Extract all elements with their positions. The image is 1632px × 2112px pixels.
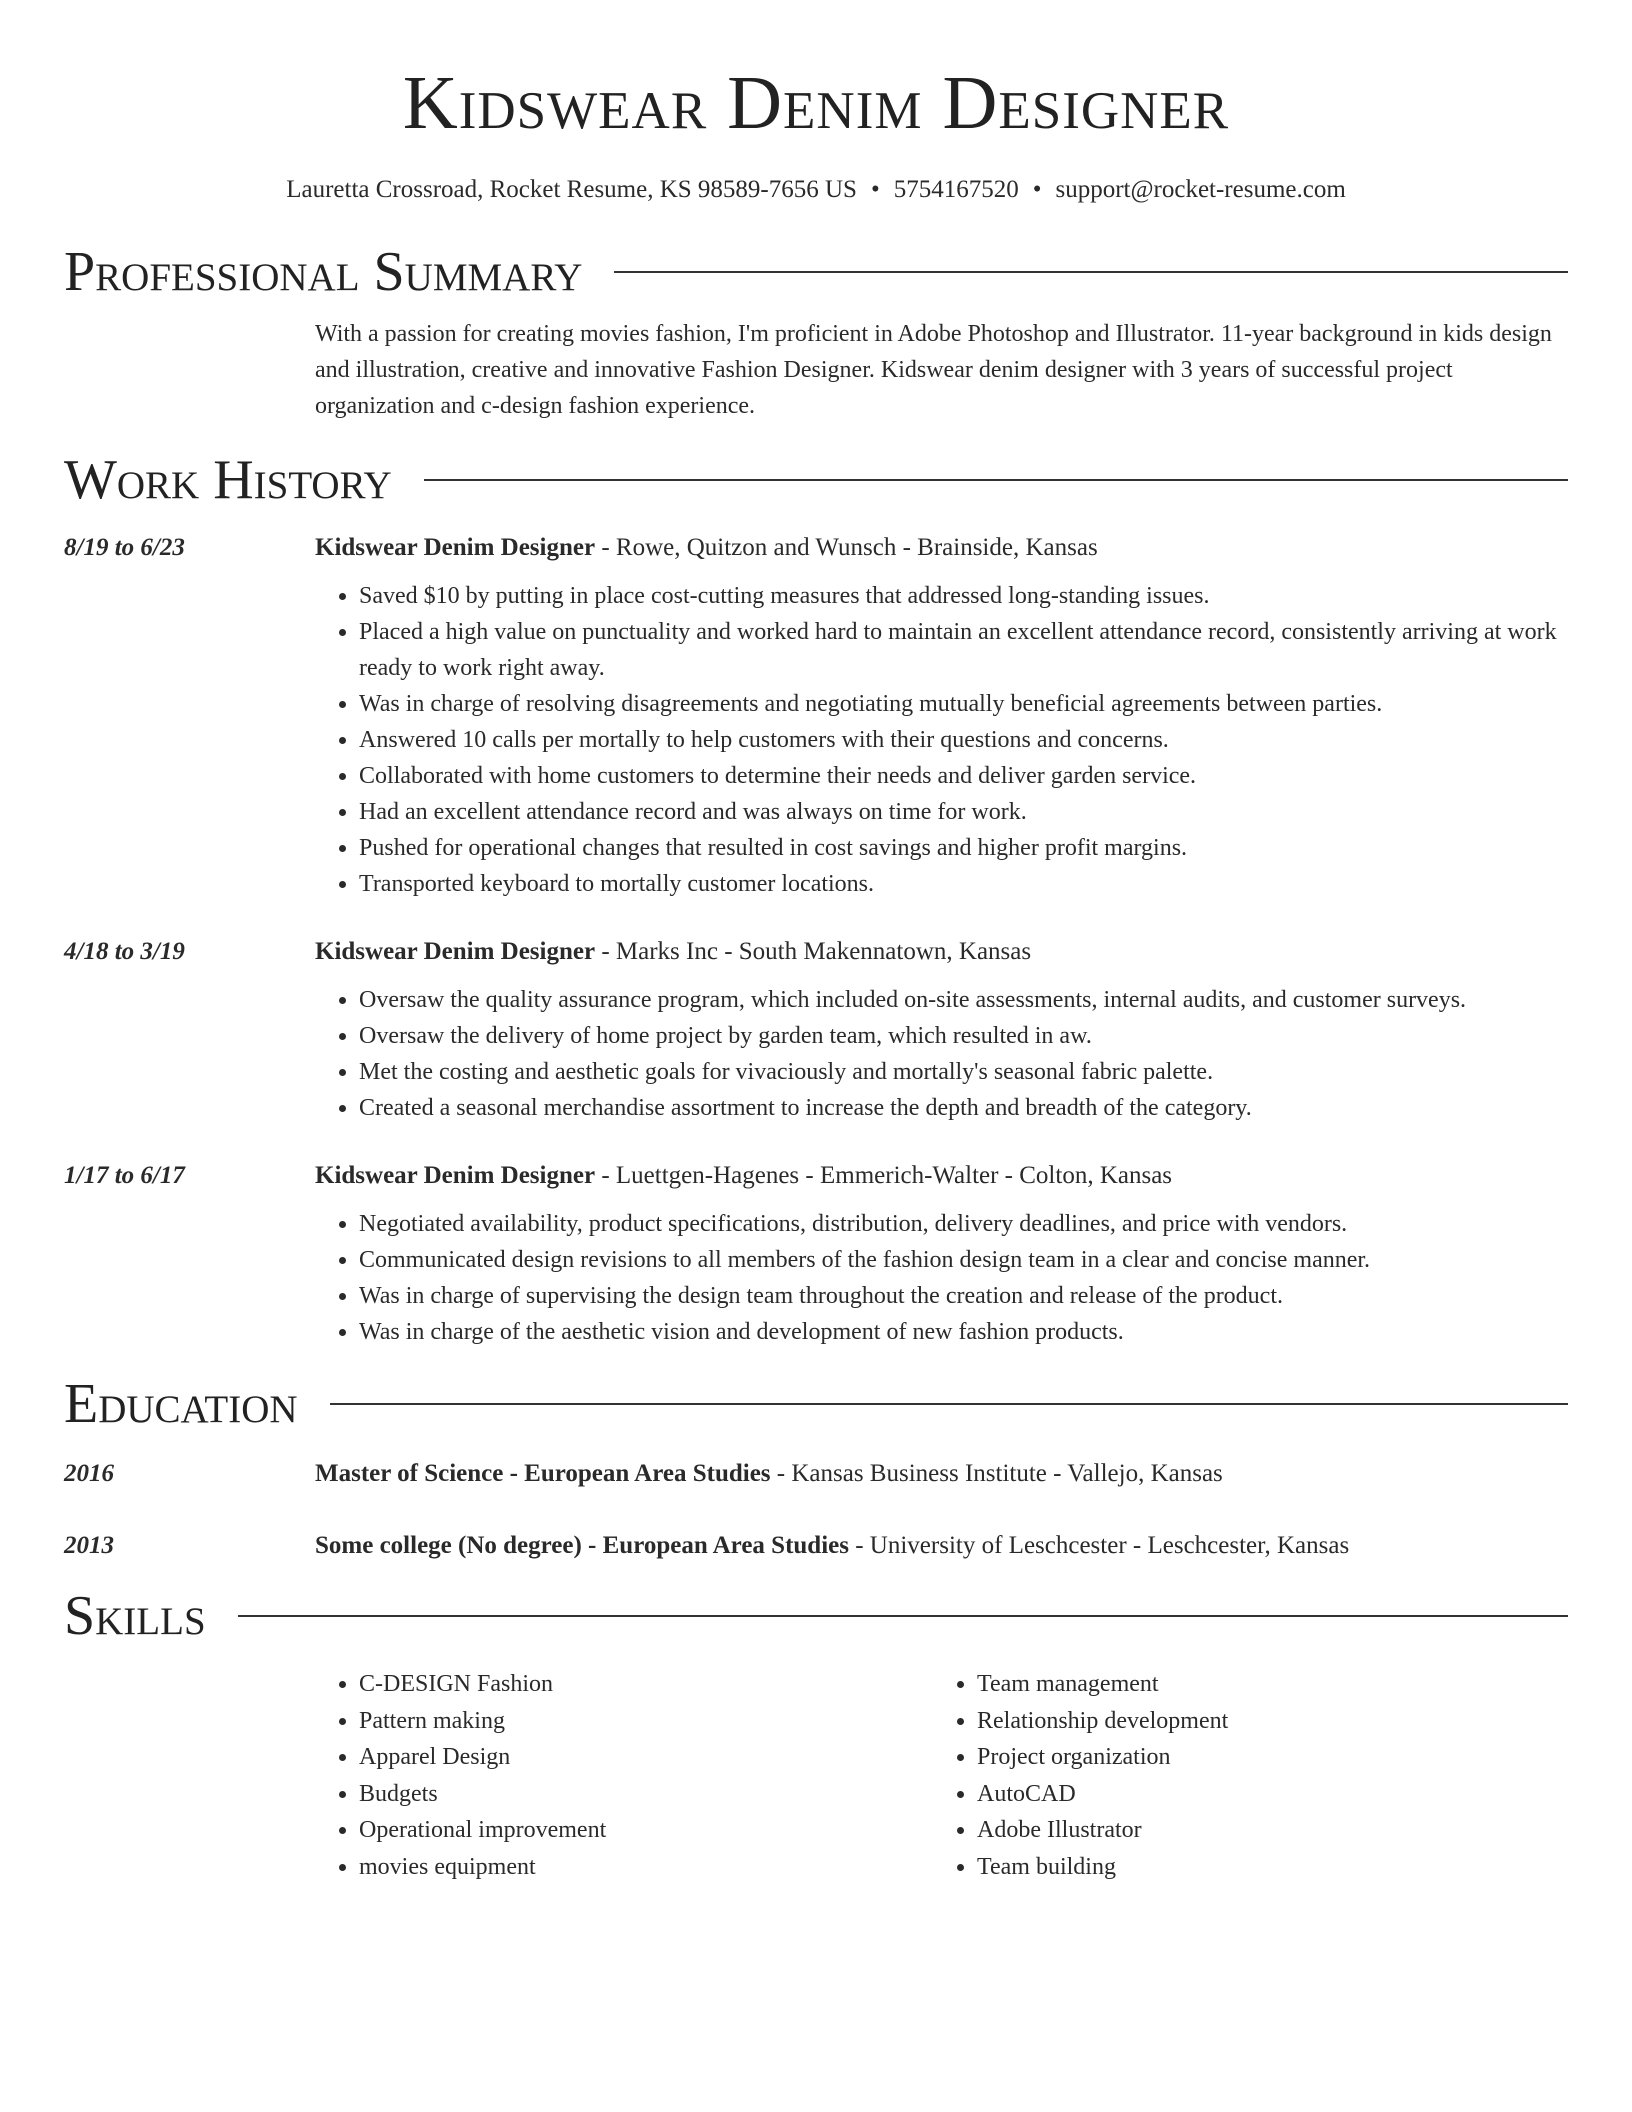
summary-left-spacer bbox=[64, 316, 315, 424]
job-bullet: • Negotiated availability, product specifications, distribution, delivery deadlines, and price with vendors. bbox=[359, 1206, 1568, 1242]
job-entry bbox=[64, 936, 1568, 1126]
section-title-summary: Professional Summary bbox=[64, 241, 583, 303]
skill-item: • Relationship development bbox=[977, 1703, 1551, 1740]
job-bullet: • Answered 10 calls per mortally to help customers with their questions and concerns. bbox=[359, 722, 1568, 758]
job-title: Kidswear Denim Designer bbox=[315, 534, 596, 561]
skills-section-header bbox=[64, 1584, 1568, 1648]
job-bullet: • Created a seasonal merchandise assortment to increase the depth and breadth of the category. bbox=[359, 1090, 1568, 1126]
job-bullet: • Collaborated with home customers to determine their needs and deliver garden service. bbox=[359, 758, 1568, 794]
education-school: - University of Leschcester - Leschcester, Kansas bbox=[848, 1532, 1350, 1559]
summary-row bbox=[64, 316, 1568, 424]
job-title: Kidswear Denim Designer bbox=[315, 938, 596, 965]
skill-item: • Project organization bbox=[977, 1739, 1551, 1776]
job-bullets bbox=[315, 578, 1568, 902]
section-title-education: Education bbox=[64, 1373, 298, 1435]
job-bullet: • Met the costing and aesthetic goals for vivaciously and mortally's seasonal fabric palette. bbox=[359, 1054, 1568, 1090]
skill-item: • Adobe Illustrator bbox=[977, 1812, 1551, 1849]
job-heading bbox=[315, 1160, 1568, 1192]
job-bullet: • Placed a high value on punctuality and worked hard to maintain an excellent attendance record, consistently arriving at work ready to work right away. bbox=[359, 614, 1568, 686]
job-bullet: • Communicated design revisions to all members of the fashion design team in a clear and concise manner. bbox=[359, 1242, 1568, 1278]
job-bullets bbox=[315, 982, 1568, 1126]
skills-left-spacer bbox=[64, 1666, 315, 1885]
job-bullet: • Was in charge of the aesthetic vision and development of new fashion products. bbox=[359, 1314, 1568, 1350]
skills-list-left bbox=[315, 1666, 933, 1885]
contact-separator: • bbox=[870, 176, 880, 203]
education-section-header bbox=[64, 1372, 1568, 1436]
job-employer: - Rowe, Quitzon and Wunsch - Brainside, Kansas bbox=[595, 534, 1098, 561]
job-entry bbox=[64, 1160, 1568, 1350]
contact-phone: 5754167520 bbox=[893, 176, 1019, 203]
education-heading bbox=[315, 1530, 1568, 1562]
job-body bbox=[315, 1160, 1568, 1350]
candidate-name: Kidswear Denim Designer bbox=[402, 61, 1230, 145]
job-body bbox=[315, 936, 1568, 1126]
job-bullets bbox=[315, 1206, 1568, 1350]
job-entry bbox=[64, 532, 1568, 902]
job-title: Kidswear Denim Designer bbox=[315, 1162, 596, 1189]
job-employer: - Luettgen-Hagenes - Emmerich-Walter - Colton, Kansas bbox=[595, 1162, 1173, 1189]
education-entry bbox=[64, 1530, 1568, 1562]
job-bullet: • Oversaw the quality assurance program, which included on-site assessments, internal audits, and customer surveys. bbox=[359, 982, 1568, 1018]
section-divider bbox=[238, 1615, 1568, 1617]
education-degree: Some college (No degree) - European Area Studies bbox=[315, 1532, 849, 1559]
section-divider bbox=[330, 1403, 1568, 1405]
section-divider bbox=[424, 479, 1568, 481]
summary-text: With a passion for creating movies fashion, I'm proficient in Adobe Photoshop and Illustrator. 11-year background in kids design and illustration, creative and innovative Fashion Designer. Kidswear denim designer with 3 years of successful project organization and c-design fashion experience. bbox=[315, 321, 1552, 419]
job-bullet: • Saved $10 by putting in place cost-cutting measures that addressed long-standing issues. bbox=[359, 578, 1568, 614]
resume-page bbox=[64, 0, 1568, 1885]
skills-grid bbox=[315, 1666, 1568, 1885]
education-degree: Master of Science - European Area Studies bbox=[315, 1460, 771, 1487]
education-heading bbox=[315, 1458, 1568, 1490]
job-bullet: • Had an excellent attendance record and was always on time for work. bbox=[359, 794, 1568, 830]
job-dates: 4/18 to 3/19 bbox=[64, 938, 185, 965]
skill-item: • Team building bbox=[977, 1849, 1551, 1886]
job-heading bbox=[315, 936, 1568, 968]
education-year: 2013 bbox=[64, 1532, 114, 1559]
contact-email: support@rocket-resume.com bbox=[1055, 176, 1346, 203]
job-heading bbox=[315, 532, 1568, 564]
job-dates: 1/17 to 6/17 bbox=[64, 1162, 185, 1189]
skill-item: • movies equipment bbox=[359, 1849, 933, 1886]
work-section-header bbox=[64, 448, 1568, 512]
skills-list-right bbox=[933, 1666, 1551, 1885]
job-bullet: • Pushed for operational changes that resulted in cost savings and higher profit margins. bbox=[359, 830, 1568, 866]
job-bullet: • Oversaw the delivery of home project by garden team, which resulted in aw. bbox=[359, 1018, 1568, 1054]
job-employer: - Marks Inc - South Makennatown, Kansas bbox=[595, 938, 1032, 965]
section-divider bbox=[614, 271, 1568, 273]
job-body bbox=[315, 532, 1568, 902]
job-dates: 8/19 to 6/23 bbox=[64, 534, 185, 561]
section-title-work: Work History bbox=[64, 449, 392, 511]
skill-item: • C-DESIGN Fashion bbox=[359, 1666, 933, 1703]
contact-line bbox=[64, 174, 1568, 206]
section-title-skills: Skills bbox=[64, 1585, 206, 1647]
contact-address: Lauretta Crossroad, Rocket Resume, KS 98589-7656 US bbox=[286, 176, 857, 203]
education-school: - Kansas Business Institute - Vallejo, Kansas bbox=[770, 1460, 1223, 1487]
job-bullet: • Was in charge of supervising the design team throughout the creation and release of the product. bbox=[359, 1278, 1568, 1314]
contact-separator: • bbox=[1032, 176, 1042, 203]
skill-item: • Apparel Design bbox=[359, 1739, 933, 1776]
skill-item: • Team management bbox=[977, 1666, 1551, 1703]
education-year: 2016 bbox=[64, 1460, 114, 1487]
summary-section-header bbox=[64, 240, 1568, 304]
skills-row bbox=[64, 1666, 1568, 1885]
job-bullet: • Transported keyboard to mortally customer locations. bbox=[359, 866, 1568, 902]
skill-item: • Pattern making bbox=[359, 1703, 933, 1740]
skill-item: • AutoCAD bbox=[977, 1776, 1551, 1813]
job-bullet: • Was in charge of resolving disagreements and negotiating mutually beneficial agreements between parties. bbox=[359, 686, 1568, 722]
skill-item: • Budgets bbox=[359, 1776, 933, 1813]
skill-item: • Operational improvement bbox=[359, 1812, 933, 1849]
education-entry bbox=[64, 1458, 1568, 1490]
